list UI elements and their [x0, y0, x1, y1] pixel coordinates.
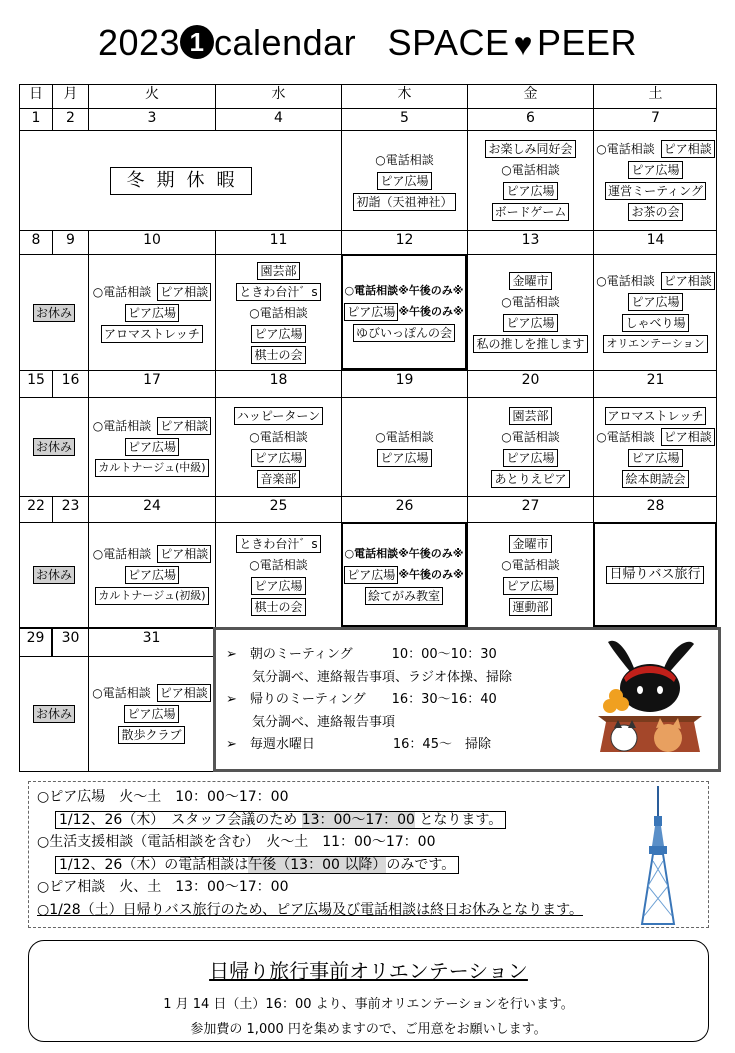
day-cell	[341, 130, 467, 230]
event-label: カルトナージュ(中級)	[95, 459, 208, 477]
phone-consult: ○電話相談	[596, 429, 655, 444]
day-off-label: お休み	[33, 566, 75, 584]
heart-icon: ♥	[513, 26, 534, 62]
event-label: ときわ台汁゛s	[236, 283, 320, 301]
info-line-phone	[37, 854, 708, 877]
day-cell	[467, 130, 593, 230]
day-off-cell	[19, 522, 88, 627]
day-cell	[215, 397, 341, 496]
phone-note	[55, 856, 459, 874]
phone-consult: ○電話相談	[375, 152, 434, 167]
day-off-label: お休み	[33, 304, 75, 322]
day-off-label: お休み	[33, 438, 75, 456]
phone-consult: ○電話相談	[92, 686, 151, 700]
event-label: ピア相談	[661, 272, 715, 290]
event-label: ピア広場	[344, 566, 398, 584]
event-label: ピア広場	[503, 449, 557, 467]
day-off-cell	[19, 254, 88, 370]
brand-left: SPACE	[387, 22, 510, 63]
event-label: 運営ミーティング	[605, 182, 706, 200]
phone-consult: ○電話相談	[501, 429, 560, 444]
event-label: ピア広場	[125, 438, 179, 456]
event-label: ピア広場	[124, 705, 178, 723]
event-label: ピア広場	[503, 577, 557, 595]
event-label: ピア広場	[503, 182, 557, 200]
event-label: 運動部	[509, 598, 551, 616]
meeting-note	[55, 811, 506, 829]
day-cell	[88, 397, 215, 496]
orientation-notice	[28, 940, 709, 1042]
day-cell-highlight	[341, 254, 467, 370]
phone-consult: ○電話相談	[92, 284, 152, 299]
event-label: ピア広場	[377, 172, 431, 190]
event-label: ピア広場	[125, 304, 179, 322]
schedule-line: ➢ 毎週水曜日 16：45～ 掃除	[226, 737, 491, 752]
day-cell	[593, 254, 717, 370]
day-number: 12	[341, 230, 467, 254]
day-number: 21	[593, 370, 717, 397]
day-number: 31	[88, 628, 215, 656]
event-label: ピア広場	[503, 314, 557, 332]
rabbit-kotatsu-illustration	[594, 638, 706, 758]
day-number: 8	[19, 230, 52, 254]
hours-info-box	[28, 781, 709, 928]
holiday-cell	[19, 130, 341, 230]
schedule-line: ➢ 朝のミーティング 10：00～10：30	[226, 647, 497, 662]
event-label: ピア相談	[661, 428, 715, 446]
day-number: 23	[52, 496, 88, 522]
meeting-note-tail: となります。	[414, 811, 503, 828]
day-number: 7	[593, 108, 717, 130]
day-cell	[88, 254, 215, 370]
info-line-closure: ○1/28（土）日帰りバス旅行のため、ピア広場及び電話相談は終日お休みとなります。	[37, 901, 583, 918]
event-label: 私の推しを推します	[473, 335, 587, 353]
event-label: 園芸部	[257, 262, 299, 280]
day-number: 26	[341, 496, 467, 522]
day-cell	[593, 130, 717, 230]
day-off-cell	[19, 397, 88, 496]
phone-consult: ○電話相談	[249, 429, 308, 444]
month-badge: 1	[180, 25, 214, 59]
day-number: 11	[215, 230, 341, 254]
phone-consult: ○電話相談※午後のみ※	[344, 284, 464, 297]
event-label: ピア相談	[157, 283, 211, 301]
day-cell	[88, 656, 215, 772]
phone-note-tail: のみです。	[386, 856, 456, 873]
orientation-text	[29, 992, 708, 1042]
event-label: 初詣（天祖神社）	[353, 193, 455, 211]
day-number: 14	[593, 230, 717, 254]
phone-consult: ○電話相談	[596, 274, 655, 288]
afternoon-note: ※午後のみ※	[398, 305, 464, 318]
day-number: 30	[52, 628, 88, 656]
event-label: ピア広場	[251, 325, 305, 343]
day-number: 15	[19, 370, 52, 397]
meeting-note-time: 13：00～17：00	[301, 811, 415, 828]
event-label: ピア相談	[661, 140, 715, 158]
phone-consult: ○電話相談	[249, 305, 308, 320]
day-number: 10	[88, 230, 215, 254]
event-label: ピア相談	[157, 684, 211, 702]
day-cell	[467, 522, 593, 627]
event-label: アロマストレッチ	[101, 325, 203, 343]
holiday-label: 冬期休暇	[110, 167, 252, 195]
event-label: ゆびいっぽんの会	[353, 324, 455, 342]
event-label: 絵てがみ教室	[365, 587, 443, 605]
schedule-line: ➢ 帰りのミーティング 16：30～16：40	[226, 692, 497, 707]
day-number: 13	[467, 230, 593, 254]
day-number: 29	[19, 628, 52, 656]
day-cell	[593, 397, 717, 496]
day-number: 24	[88, 496, 215, 522]
event-label: ピア広場	[251, 449, 305, 467]
orientation-title: 日帰り旅行事前オリエンテーション	[209, 959, 528, 983]
weekday-sat: 土	[593, 84, 717, 108]
event-label: 金曜市	[509, 272, 551, 290]
event-label: お楽しみ同好会	[485, 140, 575, 158]
event-label: しゃべり場	[622, 314, 688, 332]
phone-note-text: 1/12、26（木）の電話相談は	[59, 856, 249, 873]
phone-consult: ○電話相談	[501, 295, 560, 309]
phone-consult: ○電話相談	[92, 547, 152, 561]
event-label: アロマストレッチ	[605, 407, 707, 425]
year: 2023	[97, 22, 181, 63]
weekday-tue: 火	[88, 84, 215, 108]
phone-consult: ○電話相談	[501, 163, 560, 177]
phone-consult: ○電話相談	[596, 142, 655, 156]
weekday-sun: 日	[19, 84, 52, 108]
day-number: 28	[593, 496, 717, 522]
event-label: 金曜市	[509, 535, 551, 553]
day-off-label: お休み	[33, 705, 75, 723]
orientation-line: 参加費の 1,000 円を集めますので、ご用意をお願いします。	[190, 1022, 547, 1037]
event-label: ピア広場	[628, 293, 682, 311]
event-label: ときわ台汁゛s	[236, 535, 320, 553]
brand-right: PEER	[537, 22, 638, 63]
phone-consult: ○電話相談	[249, 557, 308, 572]
weekday-wed: 水	[215, 84, 341, 108]
event-label: ピア広場	[125, 566, 179, 584]
event-label: お茶の会	[628, 203, 682, 221]
title-word: calendar	[214, 22, 357, 63]
day-cell	[467, 397, 593, 496]
event-label: 園芸部	[509, 407, 551, 425]
info-line: ○生活支援相談（電話相談を含む） 火～土 11：00～17：00	[37, 834, 436, 850]
day-number: 22	[19, 496, 52, 522]
event-label: ハッピーターン	[234, 407, 323, 425]
event-label: ピア相談	[157, 545, 211, 563]
day-number: 25	[215, 496, 341, 522]
day-number: 2	[52, 108, 88, 130]
event-label: ピア相談	[157, 417, 211, 435]
day-number: 4	[215, 108, 341, 130]
event-label: 棋士の会	[251, 598, 305, 616]
phone-consult: ○電話相談	[375, 429, 434, 444]
schedule-line: 気分調べ、連絡報告事項	[226, 714, 396, 730]
event-label: カルトナージュ(初級)	[95, 587, 208, 605]
phone-note-time: 午後（13：00 以降）	[248, 856, 387, 873]
day-number: 5	[341, 108, 467, 130]
event-label: 散歩クラブ	[118, 726, 184, 744]
page-title	[0, 22, 735, 64]
meeting-note-text: 1/12、26（木） スタッフ会議のため	[59, 811, 302, 828]
day-off-cell	[19, 656, 88, 772]
sky-tree-illustration	[638, 786, 678, 926]
info-line-meeting	[37, 809, 708, 832]
event-label: ピア広場	[628, 161, 682, 179]
day-number: 16	[52, 370, 88, 397]
day-number: 18	[215, 370, 341, 397]
day-cell-highlight	[341, 522, 467, 627]
day-cell	[341, 397, 467, 496]
phone-consult: ○電話相談	[501, 557, 560, 572]
phone-consult: ○電話相談※午後のみ※	[344, 546, 464, 560]
event-label: ピア広場	[344, 303, 398, 321]
day-number: 9	[52, 230, 88, 254]
day-number: 6	[467, 108, 593, 130]
weekday-mon: 月	[52, 84, 88, 108]
day-number: 1	[19, 108, 52, 130]
event-label: あとりえピア	[491, 470, 569, 488]
day-cell-highlight	[593, 522, 717, 627]
info-line: ○ピア相談 火、土 13：00～17：00	[37, 879, 289, 895]
event-label: ピア広場	[251, 577, 305, 595]
day-cell	[88, 522, 215, 627]
day-number: 3	[88, 108, 215, 130]
event-label: ピア広場	[628, 449, 682, 467]
day-cell	[215, 254, 341, 370]
info-line: ○ピア広場 火～土 10：00～17：00	[37, 789, 289, 805]
weekday-fri: 金	[467, 84, 593, 108]
day-number: 20	[467, 370, 593, 397]
meeting-schedule-box	[213, 627, 721, 772]
day-cell	[467, 254, 593, 370]
day-cell	[215, 522, 341, 627]
event-label: 棋士の会	[251, 346, 305, 364]
day-number: 19	[341, 370, 467, 397]
event-label: ボードゲーム	[492, 203, 570, 221]
event-label: 絵本朗読会	[622, 470, 688, 488]
phone-consult: ○電話相談	[92, 419, 152, 433]
afternoon-note: ※午後のみ※	[398, 567, 464, 581]
weekday-thu: 木	[341, 84, 467, 108]
event-label: オリエンテーション	[603, 335, 707, 353]
event-label: 日帰りバス旅行	[606, 566, 703, 584]
schedule-line: 気分調べ、連絡報告事項、ラジオ体操、掃除	[226, 669, 513, 685]
day-number: 27	[467, 496, 593, 522]
day-number: 17	[88, 370, 215, 397]
event-label: ピア広場	[377, 449, 431, 467]
event-label: 音楽部	[257, 470, 299, 488]
orientation-line: 1 月 14 日（土）16：00 より、事前オリエンテーションを行います。	[163, 997, 574, 1012]
